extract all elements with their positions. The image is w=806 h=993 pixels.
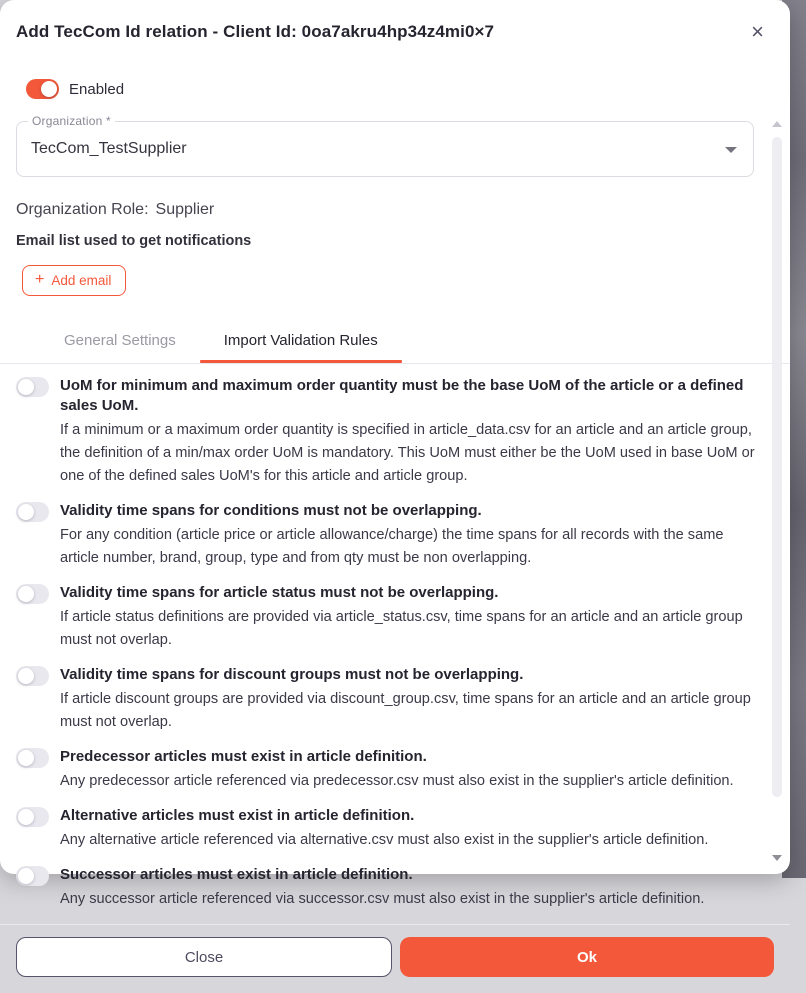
dialog-footer <box>0 924 790 993</box>
rule-row <box>16 806 760 852</box>
rule-row <box>16 376 760 488</box>
rule-toggle[interactable] <box>16 584 49 604</box>
dialog-title: Add TecCom Id relation - Client Id: 0oa7akru4hp34z4mi0×7 <box>16 22 495 41</box>
rule-title: Alternative articles must exist in article definition. <box>60 807 415 824</box>
organization-select[interactable] <box>16 114 754 177</box>
rule-text <box>60 747 760 793</box>
add-email-button[interactable] <box>22 265 126 296</box>
rule-row <box>16 501 760 570</box>
rule-title: Successor articles must exist in article definition. <box>60 866 413 883</box>
rule-toggle[interactable] <box>16 807 49 827</box>
organization-role-value: Supplier <box>155 201 215 218</box>
rule-description: Any predecessor article referenced via predecessor.csv must also exist in the supplier's article definition. <box>60 773 734 789</box>
rule-toggle[interactable] <box>16 502 49 522</box>
enabled-label: Enabled <box>69 80 125 98</box>
organization-value: TecCom_TestSupplier <box>31 140 187 157</box>
vertical-scrollbar[interactable] <box>770 119 784 863</box>
rule-row <box>16 583 760 652</box>
scroll-up-icon[interactable] <box>772 121 782 127</box>
rule-title: Validity time spans for discount groups must not be overlapping. <box>60 666 524 683</box>
rule-text <box>60 583 760 652</box>
dialog-header <box>0 0 790 55</box>
ok-button[interactable]: Ok <box>400 937 774 977</box>
rule-toggle[interactable] <box>16 377 49 397</box>
rule-text <box>60 806 760 852</box>
rule-text <box>60 865 760 911</box>
add-email-label: Add email <box>51 272 112 288</box>
rule-description: For any condition (article price or article allowance/charge) the time spans for all records with the same article number, brand, group, type and from qty must be non overlapping. <box>60 527 724 566</box>
tab-general-settings[interactable]: General Settings <box>40 322 200 363</box>
rule-toggle[interactable] <box>16 866 49 886</box>
rule-description: Any alternative article referenced via alternative.csv must also exist in the supplier's article definition. <box>60 832 709 848</box>
close-button[interactable]: Close <box>16 937 392 977</box>
toggle-knob <box>18 586 34 602</box>
enabled-row <box>26 79 754 99</box>
rule-text <box>60 665 760 734</box>
rule-title: Validity time spans for article status must not be overlapping. <box>60 584 499 601</box>
rules-list <box>0 364 790 911</box>
rule-description: If article discount groups are provided via discount_group.csv, time spans for an article and an article group must not overlap. <box>60 691 751 730</box>
toggle-knob <box>18 868 34 884</box>
rule-title: Predecessor articles must exist in article definition. <box>60 748 427 765</box>
close-icon[interactable]: × <box>747 19 768 45</box>
email-list-heading: Email list used to get notifications <box>16 233 252 249</box>
organization-role-row <box>16 201 754 219</box>
rule-toggle[interactable] <box>16 666 49 686</box>
organization-role-label: Organization Role: <box>16 201 149 218</box>
rule-row <box>16 747 760 793</box>
toggle-knob <box>18 750 34 766</box>
toggle-knob <box>18 504 34 520</box>
rule-title: Validity time spans for conditions must not be overlapping. <box>60 502 482 519</box>
scrollbar-thumb[interactable] <box>772 137 782 797</box>
rule-description: Any successor article referenced via successor.csv must also exist in the supplier's article definition. <box>60 891 705 907</box>
rule-description: If a minimum or a maximum order quantity is specified in article_data.csv for an article and an article group, the definition of a min/max order UoM is mandatory. This UoM must either be the UoM used in base UoM or one of the defined sales UoM's for this article and article group. <box>60 422 755 484</box>
rule-text <box>60 376 760 488</box>
dialog-scroll-area <box>0 55 790 924</box>
tab-import-validation-rules[interactable]: Import Validation Rules <box>200 322 402 363</box>
rule-title: UoM for minimum and maximum order quantity must be the base UoM of the article or a defined sales UoM. <box>60 377 744 414</box>
toggle-knob <box>18 809 34 825</box>
scroll-down-icon[interactable] <box>772 855 782 861</box>
rule-description: If article status definitions are provided via article_status.csv, time spans for an article and an article group must not overlap. <box>60 609 743 648</box>
toggle-knob <box>18 379 34 395</box>
toggle-knob <box>41 81 57 97</box>
rule-row <box>16 865 760 911</box>
rule-row <box>16 665 760 734</box>
rule-toggle[interactable] <box>16 748 49 768</box>
organization-label: Organization * <box>28 114 115 128</box>
rule-text <box>60 501 760 570</box>
chevron-down-icon <box>725 147 737 153</box>
tab-bar <box>40 322 754 363</box>
enabled-toggle[interactable] <box>26 79 59 99</box>
plus-icon: + <box>35 271 45 288</box>
toggle-knob <box>18 668 34 684</box>
